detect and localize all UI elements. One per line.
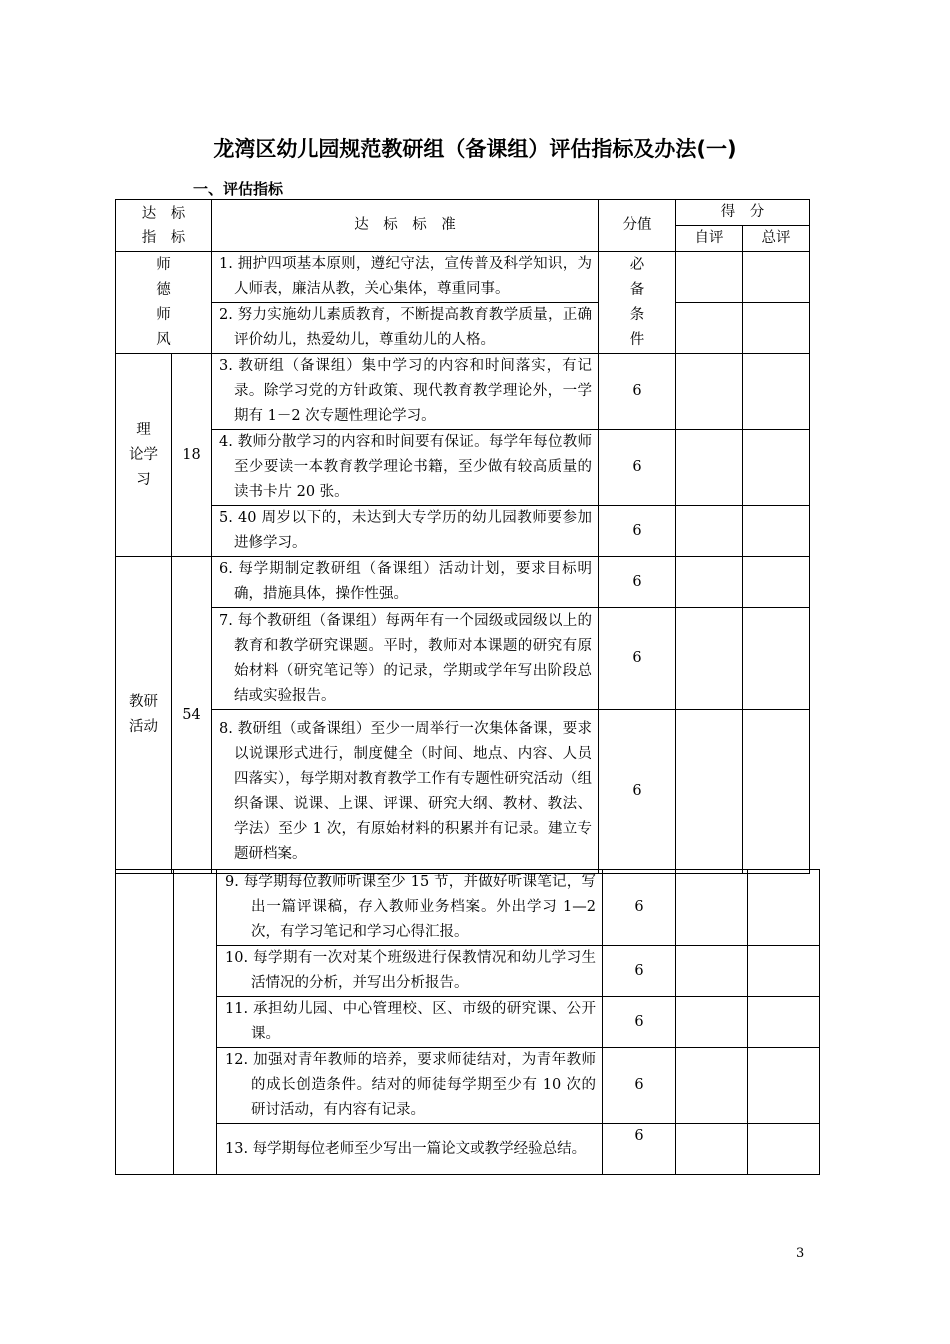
criterion-6: 6. 每学期制定教研组（备课组）活动计划，要求目标明确，措施具体，操作性强。 [212, 557, 599, 608]
self-score-cell[interactable] [676, 1124, 748, 1175]
header-indicator: 达 标 指 标 [116, 200, 212, 252]
criterion-5: 5. 40 周岁以下的，未达到大专学历的幼儿园教师要参加进修学习。 [212, 506, 599, 557]
self-score-cell[interactable] [676, 946, 748, 997]
score-value: 6 [599, 710, 676, 874]
table-row [116, 710, 810, 874]
header-total: 总评 [743, 226, 810, 252]
criterion-1: 1. 拥护四项基本原则，遵纪守法，宣传普及科学知识，为人师表，廉洁从教，关心集体，尊重同事。 [212, 252, 599, 303]
score-value: 6 [603, 870, 676, 946]
score-value: 6 [599, 430, 676, 506]
evaluation-table-part2 [115, 869, 820, 1175]
group-theory: 理 论学 习 [116, 354, 172, 557]
criterion-11: 11. 承担幼儿园、中心管理校、区、市级的研究课、公开课。 [217, 997, 603, 1048]
total-score-cell[interactable] [748, 1124, 820, 1175]
criterion-4: 4. 教师分散学习的内容和时间要有保证。每学年每位教师至少要读一本教育教学理论书籍，至少做有较高质量的读书卡片 20 张。 [212, 430, 599, 506]
criterion-2: 2. 努力实施幼儿素质教育，不断提高教育教学质量，正确评价幼儿，热爱幼儿，尊重幼儿的人格。 [212, 303, 599, 354]
total-score-cell[interactable] [743, 608, 810, 710]
table-row [116, 430, 810, 506]
self-score-cell[interactable] [676, 354, 743, 430]
score-value: 6 [599, 354, 676, 430]
score-value: 6 [599, 557, 676, 608]
group-research: 教研 活动 [116, 557, 172, 874]
self-score-cell[interactable] [676, 997, 748, 1048]
criterion-13: 13. 每学期每位老师至少写出一篇论文或教学经验总结。 [217, 1124, 603, 1175]
total-score-cell[interactable] [743, 303, 810, 354]
header-self: 自评 [676, 226, 743, 252]
self-score-cell[interactable] [676, 710, 743, 874]
weight-research: 54 [172, 557, 212, 874]
header-score: 分值 [599, 200, 676, 252]
self-score-cell[interactable] [676, 1048, 748, 1124]
criterion-10: 10. 每学期有一次对某个班级进行保教情况和幼儿学习生活情况的分析，并写出分析报告。 [217, 946, 603, 997]
table-row [116, 946, 820, 997]
criterion-7: 7. 每个教研组（备课组）每两年有一个园级或园级以上的教育和教学研究课题。平时，教师对本课题的研究有原始材料（研究笔记等）的记录，学期或学年写出阶段总结或实验报告。 [212, 608, 599, 710]
score-value: 6 [599, 506, 676, 557]
table-row [116, 303, 810, 354]
criterion-3: 3. 教研组（备课组）集中学习的内容和时间落实，有记录。除学习党的方针政策、现代教育教学理论外，一学期有 1－2 次专题性理论学习。 [212, 354, 599, 430]
total-score-cell[interactable] [748, 997, 820, 1048]
table-row [116, 557, 810, 608]
table-row [116, 252, 810, 303]
criterion-9: 9. 每学期每位教师听课至少 15 节，并做好听课笔记，写出一篇评课稿，存入教师业务档案。外出学习 1—2 次，有学习笔记和学习心得汇报。 [217, 870, 603, 946]
header-points: 得 分 [676, 200, 810, 226]
table-row [116, 1124, 820, 1175]
total-score-cell[interactable] [743, 710, 810, 874]
criterion-8: 8. 教研组（或备课组）至少一周举行一次集体备课，要求以说课形式进行，制度健全（时间、地点、内容、人员四落实），每学期对教育教学工作有专题性研究活动（组织备课、说课、上课、评课、研究大纲、教材、教法、学法）至少 1 次，有原始材料的积累并有记录。建立专题研档案。 [212, 710, 599, 874]
total-score-cell[interactable] [748, 870, 820, 946]
evaluation-table-part1 [115, 199, 810, 874]
page-number: 3 [796, 1246, 805, 1261]
section-heading: 一、评估指标 [193, 180, 284, 198]
score-value: 6 [603, 997, 676, 1048]
table-row [116, 354, 810, 430]
group-blank [116, 870, 174, 1175]
criterion-12: 12. 加强对青年教师的培养，要求师徒结对，为青年教师的成长创造条件。结对的师徒每学期至少有 10 次的研讨活动，有内容有记录。 [217, 1048, 603, 1124]
total-score-cell[interactable] [743, 252, 810, 303]
self-score-cell[interactable] [676, 608, 743, 710]
self-score-cell[interactable] [676, 506, 743, 557]
self-score-cell[interactable] [676, 557, 743, 608]
total-score-cell[interactable] [743, 557, 810, 608]
score-value: 6 [599, 608, 676, 710]
table-row [116, 997, 820, 1048]
score-value: 6 [603, 1048, 676, 1124]
weight-blank [174, 870, 217, 1175]
score-value: 6 [603, 946, 676, 997]
self-score-cell[interactable] [676, 252, 743, 303]
self-score-cell[interactable] [676, 430, 743, 506]
self-score-cell[interactable] [676, 870, 748, 946]
total-score-cell[interactable] [748, 946, 820, 997]
page-title: 龙湾区幼儿园规范教研组（备课组）评估指标及办法(一) [213, 137, 737, 161]
total-score-cell[interactable] [743, 506, 810, 557]
table-row [116, 506, 810, 557]
score-required: 必 备 条 件 [599, 252, 676, 354]
table-row [116, 608, 810, 710]
header-standard: 达 标 标 准 [212, 200, 599, 252]
total-score-cell[interactable] [748, 1048, 820, 1124]
self-score-cell[interactable] [676, 303, 743, 354]
table-row [116, 1048, 820, 1124]
total-score-cell[interactable] [743, 354, 810, 430]
score-value: 6 [603, 1124, 676, 1175]
total-score-cell[interactable] [743, 430, 810, 506]
weight-theory: 18 [172, 354, 212, 557]
group-ethics: 师 德 师 风 [116, 252, 212, 354]
table-row [116, 870, 820, 946]
